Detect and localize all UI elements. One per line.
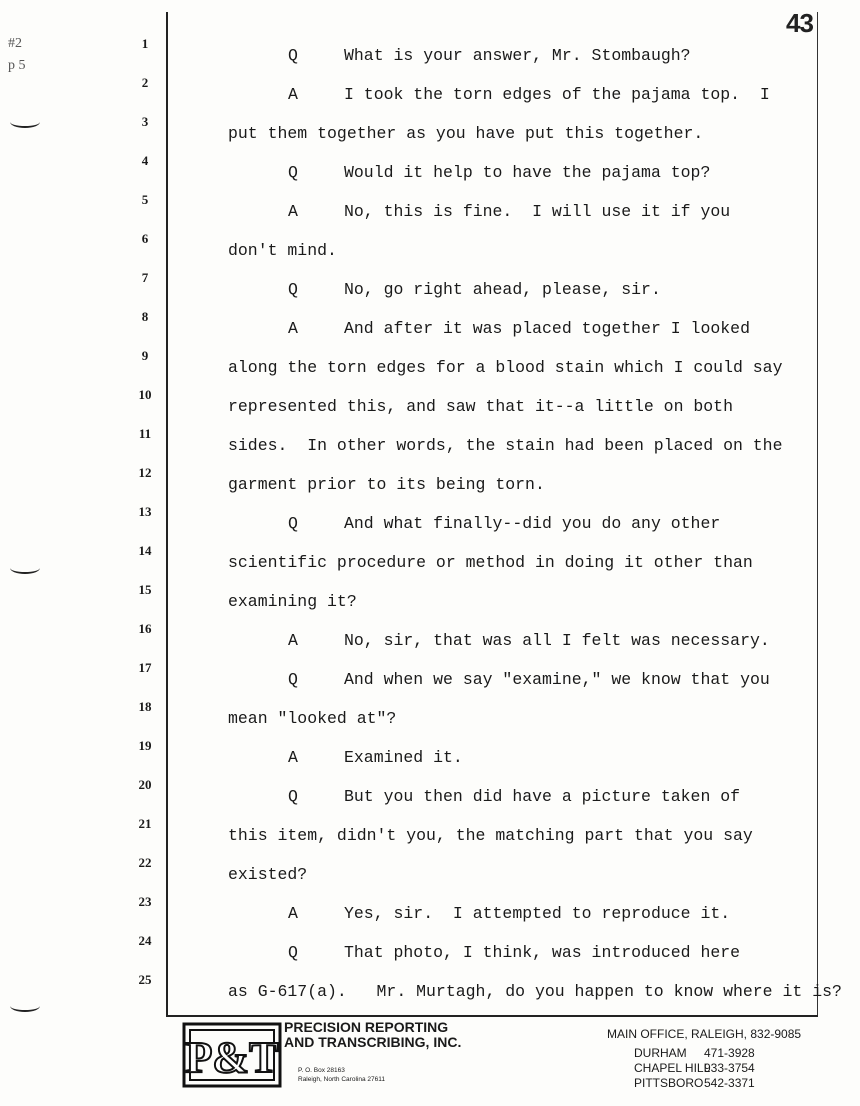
line-text: don't mind. <box>228 241 337 260</box>
transcript-line <box>228 904 860 924</box>
line-text: existed? <box>228 865 308 884</box>
transcript-line <box>228 202 860 222</box>
line-number: 13 <box>138 504 152 519</box>
line-text: garment prior to its being torn. <box>228 475 545 494</box>
transcript-line <box>228 514 860 534</box>
office-row <box>634 1046 804 1060</box>
speaker-label: Q <box>288 46 298 65</box>
transcript-line <box>228 865 828 885</box>
line-text: Examined it. <box>344 748 463 767</box>
line-number: 1 <box>141 36 149 51</box>
margin-curve-mark <box>10 562 40 574</box>
line-number: 15 <box>138 582 152 597</box>
company-name-line2: AND TRANSCRIBING, INC. <box>284 1034 462 1050</box>
office-city: PITTSBORO <box>634 1076 704 1090</box>
transcript-line <box>228 826 828 846</box>
bottom-rule <box>166 1015 818 1017</box>
line-number: 11 <box>138 426 152 441</box>
line-text: No, sir, that was all I felt was necessary. <box>344 631 770 650</box>
logo-text: P&T <box>185 1033 279 1082</box>
main-office: MAIN OFFICE, RALEIGH, 832-9085 <box>607 1027 802 1041</box>
page-number: 43 <box>786 8 813 38</box>
line-number: 16 <box>138 621 152 636</box>
company-address <box>298 1066 385 1084</box>
office-city: CHAPEL HILL <box>634 1061 711 1075</box>
office-phone: 542-3371 <box>704 1076 755 1090</box>
line-text: scientific procedure or method in doing it other than <box>228 553 753 572</box>
office-row <box>634 1076 804 1090</box>
speaker-label: A <box>288 904 298 923</box>
line-number: 9 <box>141 348 149 363</box>
line-number: 22 <box>138 855 152 870</box>
transcript-line <box>228 280 860 300</box>
line-number: 6 <box>141 231 149 246</box>
line-text: And what finally--did you do any other <box>344 514 721 533</box>
speaker-label: Q <box>288 163 298 182</box>
speaker-label: Q <box>288 514 298 533</box>
line-number: 3 <box>141 114 149 129</box>
line-number: 19 <box>138 738 152 753</box>
line-text: represented this, and saw that it--a little on both <box>228 397 733 416</box>
line-number: 2 <box>141 75 149 90</box>
transcript-line <box>228 709 828 729</box>
transcript-line <box>228 748 860 768</box>
transcript-line <box>228 85 860 105</box>
transcript-line <box>228 943 860 963</box>
line-text: And after it was placed together I looked <box>344 319 750 338</box>
transcript-line <box>228 46 860 66</box>
speaker-label: A <box>288 319 298 338</box>
line-text: And when we say "examine," we know that you <box>344 670 770 689</box>
speaker-label: Q <box>288 280 298 299</box>
address-line2: Raleigh, North Carolina 27611 <box>298 1076 385 1083</box>
line-number: 12 <box>138 465 152 480</box>
address-line1: P. O. Box 28163 <box>298 1067 345 1074</box>
line-number: 4 <box>141 153 149 168</box>
speaker-label: Q <box>288 943 298 962</box>
line-number: 23 <box>138 894 152 909</box>
line-number: 10 <box>138 387 152 402</box>
left-margin-rule <box>166 12 168 1016</box>
margin-curve-mark <box>10 116 40 128</box>
line-number: 17 <box>138 660 152 675</box>
line-number: 21 <box>138 816 152 831</box>
line-text: put them together as you have put this together. <box>228 124 704 143</box>
margin-note-page: p 5 <box>8 58 26 73</box>
transcript-line <box>228 241 828 261</box>
line-text: No, go right ahead, please, sir. <box>344 280 661 299</box>
transcript-line <box>228 124 828 144</box>
transcript-line <box>228 163 860 183</box>
transcript-line <box>228 319 860 339</box>
office-phone: 933-3754 <box>704 1061 755 1075</box>
speaker-label: A <box>288 631 298 650</box>
line-text: I took the torn edges of the pajama top. I <box>344 85 770 104</box>
line-number: 25 <box>138 972 152 987</box>
line-text: No, this is fine. I will use it if you <box>344 202 731 221</box>
line-text: as G-617(a). Mr. Murtagh, do you happen to know where it is? <box>228 982 842 1001</box>
speaker-label: Q <box>288 670 298 689</box>
transcript-line <box>228 397 828 417</box>
transcript-line <box>228 670 860 690</box>
margin-note-exhibit: #2 <box>8 36 22 51</box>
line-number: 7 <box>141 270 149 285</box>
line-text: examining it? <box>228 592 357 611</box>
line-number: 8 <box>141 309 149 324</box>
speaker-label: A <box>288 202 298 221</box>
company-name-line1: PRECISION REPORTING <box>284 1019 449 1035</box>
line-text: mean "looked at"? <box>228 709 397 728</box>
line-number: 24 <box>138 933 152 948</box>
office-row <box>634 1061 804 1075</box>
company-name <box>284 1020 461 1050</box>
transcript-line <box>228 982 842 1002</box>
office-city: DURHAM <box>634 1046 687 1060</box>
company-logo <box>182 1020 282 1090</box>
speaker-label: A <box>288 85 298 104</box>
transcript-line <box>228 358 828 378</box>
office-phone: 471-3928 <box>704 1046 755 1060</box>
line-text: Would it help to have the pajama top? <box>344 163 711 182</box>
line-number: 14 <box>138 543 152 558</box>
line-text: Yes, sir. I attempted to reproduce it. <box>344 904 731 923</box>
transcript-line <box>228 553 828 573</box>
line-text: That photo, I think, was introduced here <box>344 943 741 962</box>
speaker-label: Q <box>288 787 298 806</box>
line-text: sides. In other words, the stain had been placed on the <box>228 436 783 455</box>
line-number: 20 <box>138 777 152 792</box>
margin-curve-mark <box>10 1000 40 1012</box>
transcript-line <box>228 631 860 651</box>
line-number: 5 <box>141 192 149 207</box>
transcript-line <box>228 475 828 495</box>
transcript-line <box>228 436 828 456</box>
transcript-line <box>228 787 860 807</box>
line-text: What is your answer, Mr. Stombaugh? <box>344 46 691 65</box>
line-text: this item, didn't you, the matching part that you say <box>228 826 753 845</box>
transcript-line <box>228 592 828 612</box>
speaker-label: A <box>288 748 298 767</box>
line-text: along the torn edges for a blood stain which I could say <box>228 358 783 377</box>
line-number: 18 <box>138 699 152 714</box>
line-text: But you then did have a picture taken of <box>344 787 741 806</box>
